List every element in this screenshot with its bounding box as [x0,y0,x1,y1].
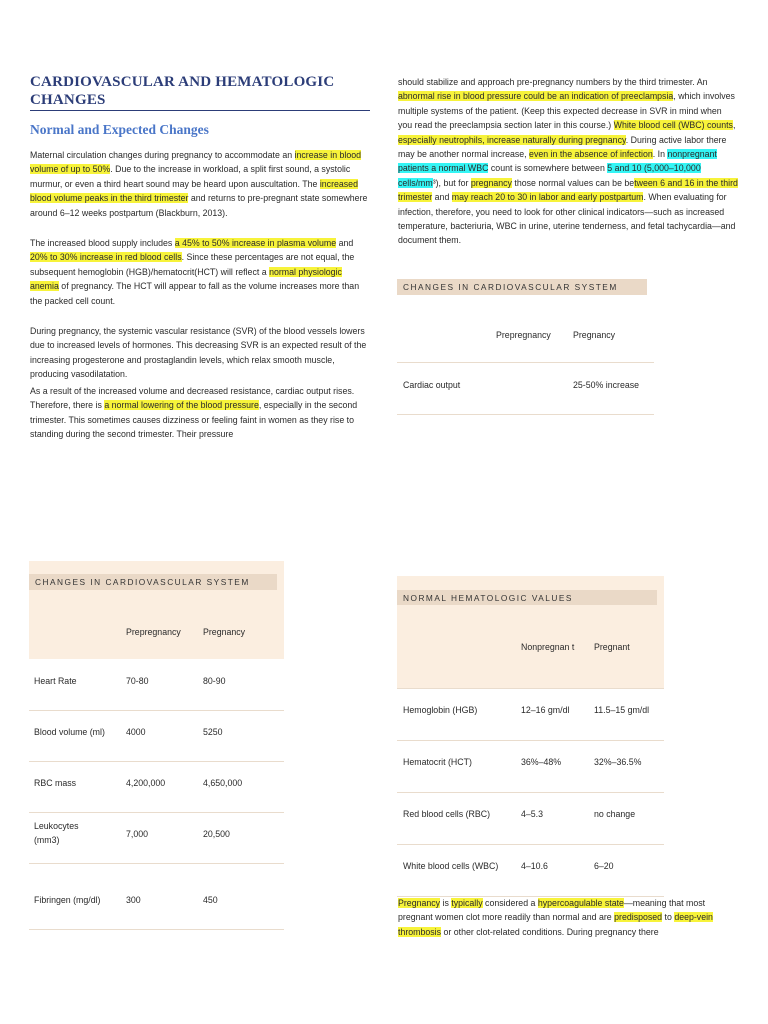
highlighted-text: even in the absence of infection [529,149,653,160]
cv-row-prepregnancy: 4,200,000 [126,778,166,788]
cv-row-divider [29,929,284,930]
body-text: The increased blood supply includes [30,238,175,248]
hem-row-nonpregnant: 4–10.6 [521,861,548,871]
body-text: . When evaluating for infection, therefore, you need to look for other clinical indicators—such as increased temperature, bacteriuria, WBC in urine, uterine tenderness, and fetal tachycardia—and document them. [398,192,736,246]
hem-row-pregnant: 6–20 [594,861,614,871]
cv-col-pregnancy: Pregnancy [203,627,246,637]
cv-row-pregnancy: 450 [203,895,218,905]
highlighted-text: Pregnancy [398,898,441,908]
body-text: of pregnancy. The HCT will appear to fall as the volume increases more than the packed cell count. [30,281,360,306]
highlighted-text: pregnancy [470,177,512,188]
highlighted-text: predisposed [614,912,663,923]
highlighted-text: typically [451,898,483,908]
highlighted-text: increased blood volume peaks in the third trimester [30,178,358,204]
hem-row-divider [397,688,664,689]
body-text: As a result of the increased volume and decreased resistance, cardiac output rises. Therefore, there is [30,386,355,411]
cyan-highlighted-text: nonpregnant patients a normal WBC [398,149,717,174]
cv-row-pregnancy: 5250 [203,727,223,737]
cv-col-prepregnancy: Prepregnancy [126,627,181,637]
cv-row-prepregnancy: 300 [126,895,141,905]
body-text: ³), but for [432,177,471,188]
hem-row-divider [397,844,664,845]
highlighted-text: 20% to 30% increase in red blood cells [30,252,182,263]
highlighted-text: may reach 20 to 30 in labor and early postpartum [451,192,644,203]
cv-small-col-prepregnancy: Prepregnancy [496,330,551,340]
highlighted-text: tween 6 and 16 in the third trimester [398,177,738,203]
hem-table [397,576,664,896]
highlighted-text: especially neutrophils, increase naturally during pregnancy [398,134,626,145]
body-text: , which involves multiple systems of the patient. (Keep this expected decrease in SVR in mind when you read the preeclampsia section later in this course.) [398,91,735,131]
body-text: to [662,912,675,923]
cv-row-pregnancy: 80-90 [203,676,226,686]
highlighted-text: normal physiologic anemia [30,266,342,292]
hem-heading: NORMAL HEMATOLOGIC VALUES [397,590,657,605]
hem-row-nonpregnant: 36%–48% [521,757,562,767]
cv-row-prepregnancy: 70-80 [126,676,149,686]
cv-row-prepregnancy: 4000 [126,727,146,737]
cv-row-divider [29,761,284,762]
cv-row-prepregnancy: 7,000 [126,829,149,839]
hem-row-nonpregnant: 12–16 gm/dl [521,705,570,715]
hem-col-pregnant: Pregnant [594,642,630,652]
body-text: is [440,898,452,908]
highlighted-text: deep-vein thrombosis [398,912,713,937]
cv-heading: CHANGES IN CARDIOVASCULAR SYSTEM [29,574,277,590]
cv-small-bottom-line [397,414,654,415]
hem-row-label: Red blood cells (RBC) [403,809,491,819]
section-subtitle: Normal and Expected Changes [30,122,209,137]
cv-row-divider [29,863,284,864]
highlighted-text: a 45% to 50% increase in plasma volume [174,238,337,248]
highlighted-text: hypercoagulable state [537,898,624,908]
cv-row-divider [29,710,284,711]
cv-row-label: Fibringen (mg/dl) [34,895,101,905]
body-text: —meaning that most pregnant women clot more readily than normal and are [398,898,706,923]
body-text: and [336,238,354,248]
right-paragraph-2 [398,896,738,939]
cv-row-pregnancy: 4,650,000 [203,778,243,788]
left-paragraph-3 [30,324,368,382]
body-text: those normal values can be be [511,177,635,188]
hem-row-label: White blood cells (WBC) [403,861,499,871]
left-paragraph-1 [30,148,368,220]
hem-row-pregnant: 11.5–15 gm/dl [594,705,650,715]
highlighted-text: a normal lowering of the blood pressure [104,400,259,411]
body-text: should stabilize and approach pre-pregnancy numbers by the third trimester. An [398,77,708,87]
hem-row-label: Hemoglobin (HGB) [403,705,478,715]
body-text: considered a [482,898,538,908]
cv-small-col-pregnancy: Pregnancy [573,330,616,340]
cv-table [29,561,284,933]
body-text: . In [652,149,668,160]
page-title: CARDIOVASCULAR AND HEMATOLOGIC CHANGES [30,74,335,108]
body-text: . Since these percentages are not equal, the subsequent hemoglobin (HGB)/hematocrit(HCT) will reflect a [30,252,355,277]
body-text: , [732,120,736,131]
hem-col-nonpregnant: Nonpregnan t [521,642,575,652]
cv-small-heading: CHANGES IN CARDIOVASCULAR SYSTEM [397,279,647,295]
cv-small-row-label: Cardiac output [403,380,461,390]
right-paragraph-1 [398,75,738,248]
body-text: and [432,192,452,203]
cv-row-label: Blood volume (ml) [34,727,105,737]
body-text: , especially in the second trimester. This sometimes causes dizziness or feeling faint in women as they rise to standing during the second trimester. Their pressure [30,400,358,440]
highlighted-text: White blood cell (WBC) counts [613,120,733,131]
hem-row-pregnant: 32%–36.5% [594,757,642,767]
cyan-highlighted-text: 5 and 10 (5,000–10,000 cells/mm [398,163,701,188]
cv-row-label: Leukocytes (mm3) [34,821,79,845]
hem-row-nonpregnant: 4–5.3 [521,809,544,819]
hem-row-divider [397,792,664,793]
hem-row-label: Hematocrit (HCT) [403,757,472,767]
hem-row-pregnant: no change [594,809,636,819]
body-text: Maternal circulation changes during pregnancy to accommodate an [30,150,295,160]
cv-row-label: Heart Rate [34,676,77,686]
title-divider [30,110,370,111]
hem-row-divider [397,740,664,741]
body-text: and returns to pre-pregnant state somewhere around 6–12 weeks postpartum (Blackburn, 2013). [30,193,368,218]
cv-row-pregnancy: 20,500 [203,829,230,839]
left-paragraph-2 [30,236,368,308]
cv-small-divider [397,362,654,363]
body-text: . Due to the increase in workload, a split first sound, a systolic murmur, or even a third heart sound may be heard upon auscultation. The [30,164,351,189]
cv-row-divider [29,812,284,813]
body-text: . During active labor there may be another normal increase, [398,134,727,160]
left-paragraph-4 [30,384,368,442]
cv-row-label: RBC mass [34,778,77,788]
body-text: or other clot-related conditions. During pregnancy there [441,926,659,937]
highlighted-text: increase in blood volume of up to 50% [30,150,362,175]
body-text: During pregnancy, the systemic vascular resistance (SVR) of the blood vessels lowers due to increased levels of hormones. This decreasing SVR is an expected result of the increasing progesterone and prostaglandin levels, which relax smooth muscle, producing vasodilatation. [30,326,367,380]
cv-table-small [397,272,654,418]
body-text: count is somewhere between [488,163,608,174]
cv-small-row-value: 25-50% increase [573,380,640,390]
highlighted-text: abnormal rise in blood pressure could be an indication of preeclampsia [398,91,674,102]
